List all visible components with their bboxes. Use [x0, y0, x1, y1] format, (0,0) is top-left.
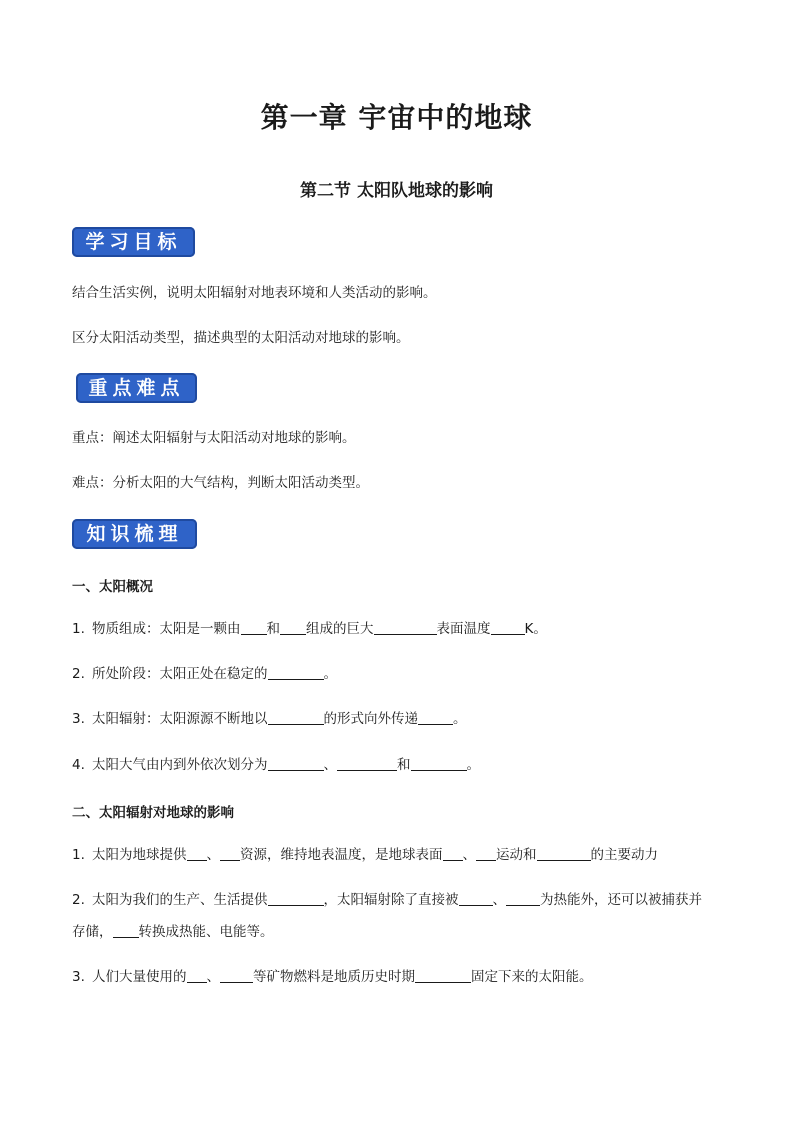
- answer-blank[interactable]: [187, 968, 207, 983]
- answer-blank[interactable]: [418, 710, 453, 725]
- chapter-title: 第一章 宇宙中的地球: [260, 101, 533, 134]
- part1-question-3: 3. 太阳辐射：太阳源源不断地以 的形式向外传递 。: [72, 711, 467, 727]
- objective-item-1: 结合生活实例，说明太阳辐射对地表环境和人类活动的影响。: [72, 285, 437, 301]
- knowledge-badge: 知识梳理: [72, 519, 197, 549]
- part1-question-2: 2. 所处阶段：太阳正处在稳定的 。: [72, 666, 337, 682]
- part1-question-1: 1. 物质组成：太阳是一颗由 和 组成的巨大 表面温度 K。: [72, 621, 547, 637]
- answer-blank[interactable]: [443, 846, 463, 861]
- answer-blank[interactable]: [491, 620, 525, 635]
- part2-question-3: 3. 人们大量使用的 、 等矿物燃料是地质历史时期 固定下来的太阳能。: [72, 969, 593, 985]
- objective-item-2: 区分太阳活动类型，描述典型的太阳活动对地球的影响。: [72, 330, 410, 346]
- answer-blank[interactable]: [506, 891, 540, 906]
- answer-blank[interactable]: [374, 620, 437, 635]
- answer-blank[interactable]: [268, 891, 324, 906]
- section-title: 第二节 太阳队地球的影响: [300, 181, 493, 201]
- part2-question-2: 2. 太阳为我们的生产、生活提供 ，太阳辐射除了直接被 、 为热能外，还可以被捕获并: [72, 892, 702, 908]
- keypoints-badge: 重点难点: [76, 373, 197, 403]
- answer-blank[interactable]: [415, 968, 471, 983]
- answer-blank[interactable]: [268, 665, 324, 680]
- answer-blank[interactable]: [268, 756, 324, 771]
- answer-blank[interactable]: [411, 756, 467, 771]
- objectives-badge: 学习目标: [72, 227, 195, 257]
- answer-blank[interactable]: [220, 846, 240, 861]
- question-number: 1.: [72, 621, 85, 637]
- answer-blank[interactable]: [280, 620, 306, 635]
- part1-question-4: 4. 太阳大气由内到外依次划分为 、 和 。: [72, 757, 480, 773]
- answer-blank[interactable]: [220, 968, 253, 983]
- answer-blank[interactable]: [113, 923, 139, 938]
- answer-blank[interactable]: [459, 891, 493, 906]
- answer-blank[interactable]: [476, 846, 496, 861]
- part2-heading: 二、太阳辐射对地球的影响: [72, 805, 234, 821]
- difficult-point: 难点：分析太阳的大气结构，判断太阳活动类型。: [72, 475, 369, 491]
- answer-blank[interactable]: [187, 846, 207, 861]
- part2-question-1: 1. 太阳为地球提供 、 资源，维持地表温度，是地球表面 、 运动和 的主要动力: [72, 847, 658, 863]
- part2-question-2-continued: 存储， 转换成热能、电能等。: [72, 924, 274, 940]
- answer-blank[interactable]: [537, 846, 591, 861]
- part1-heading: 一、太阳概况: [72, 579, 153, 595]
- key-point: 重点：阐述太阳辐射与太阳活动对地球的影响。: [72, 430, 356, 446]
- answer-blank[interactable]: [337, 756, 397, 771]
- answer-blank[interactable]: [241, 620, 267, 635]
- answer-blank[interactable]: [268, 710, 324, 725]
